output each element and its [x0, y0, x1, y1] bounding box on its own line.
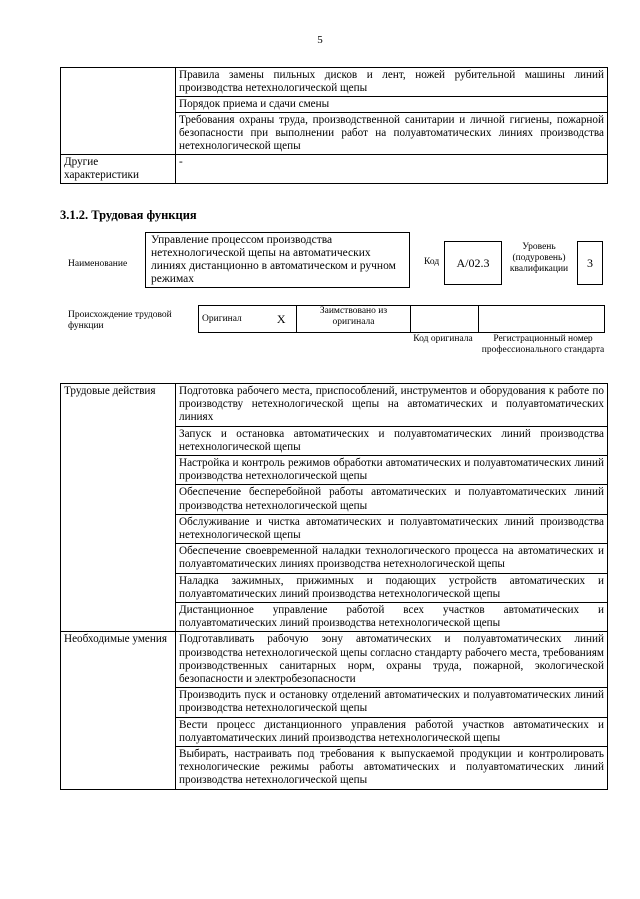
row-text: Настройка и контроль режимов обработки автоматических и полуавтоматических линий производства нетехнологической щепы: [176, 456, 608, 485]
page-number: 5: [317, 34, 323, 46]
level-box: [577, 241, 603, 285]
origin-label: Происхождение трудовой функции: [68, 310, 172, 331]
function-name: Управление процессом производства нетехнологической щепы на автоматических линиях дистанционно в автоматическом и ручном режимах: [151, 234, 396, 285]
function-code: A/02.3: [456, 255, 490, 270]
row-text: Правила замены пильных дисков и лент, ножей рубительной машины линий производства нетехнологической щепы: [176, 68, 608, 97]
table-row: [61, 384, 608, 427]
row-text: Обеспечение бесперебойной работы автоматических и полуавтоматических линий производства нетехнологической щепы: [176, 485, 608, 514]
group-label-skills: Необходимые умения: [61, 632, 176, 789]
code-box: [444, 241, 502, 285]
function-name-box: [145, 232, 410, 288]
row-text: Обеспечение своевременной наладки технологического процесса на автоматических и полуавтоматических линиях производства нетехнологической щепы: [176, 544, 608, 573]
row-text: Выбирать, настраивать под требования к выпускаемой продукции и контролировать технологические режимы работы автоматических и полуавтоматических линий производства нетехнологической щепы: [176, 747, 608, 790]
name-label: Наименование: [68, 259, 128, 269]
row-text: Запуск и остановка автоматических и полуавтоматических линий производства нетехнологической щепы: [176, 426, 608, 455]
row-text: Требования охраны труда, производственной санитарии и личной гигиены, пожарной безопасности при выполнении работ на полуавтоматических линиях производства нетехнологической щепы: [176, 113, 608, 155]
row-text: Подготавливать рабочую зону автоматических и полуавтоматических линий производства нетехнологической щепы согласно стандарту рабочего места, требованиям производственных санитарных норм, охраны труда, пожарной, экологической безопасности и электробезопасности: [176, 632, 608, 688]
table-row: [61, 68, 608, 97]
level-label: Уровень (подуровень) квалификации: [509, 242, 569, 274]
row-label: [61, 68, 176, 155]
row-text: -: [176, 155, 608, 184]
row-text: Дистанционное управление работой всех участков автоматических и полуавтоматических линий производства нетехнологической щепы: [176, 603, 608, 632]
code-label: Код: [424, 257, 440, 267]
row-text: Вести процесс дистанционного управления работой участков автоматических и полуавтоматических линий производства нетехнологической щепы: [176, 717, 608, 746]
original-label: Оригинал: [199, 306, 267, 333]
row-text: Подготовка рабочего места, приспособлений, инструментов и оборудования к работе по производству нетехнологической щепы на автоматических и полуавтоматических линиях: [176, 384, 608, 427]
row-text: Порядок приема и сдачи смены: [176, 97, 608, 113]
section-title: 3.1.2. Трудовая функция: [60, 208, 197, 222]
reg-number-label: Регистрационный номер профессионального стандарта: [481, 334, 605, 355]
table-row: [61, 155, 608, 184]
row-text: Наладка зажимных, прижимных и подающих устройств автоматических и полуавтоматических линий производства нетехнологической щепы: [176, 573, 608, 602]
borrowed-label: Заимствовано из оригинала: [297, 306, 411, 333]
qualification-level: 3: [587, 255, 593, 270]
row-text: Производить пуск и остановку отделений автоматических и полуавтоматических линий производства нетехнологической щепы: [176, 688, 608, 717]
reg-number-cell: [479, 306, 605, 333]
table-row: [61, 632, 608, 688]
original-code-cell: [411, 306, 479, 333]
origin-table: [198, 305, 605, 333]
function-content-table: [60, 383, 608, 790]
row-label: Другие характеристики: [61, 155, 176, 184]
row-text: Обслуживание и чистка автоматических и полуавтоматических линий производства нетехнологической щепы: [176, 514, 608, 543]
group-label-labor-actions: Трудовые действия: [61, 384, 176, 632]
original-mark: X: [267, 306, 297, 333]
code-original-label: Код оригинала: [413, 334, 473, 344]
previous-knowledge-table: [60, 67, 608, 184]
